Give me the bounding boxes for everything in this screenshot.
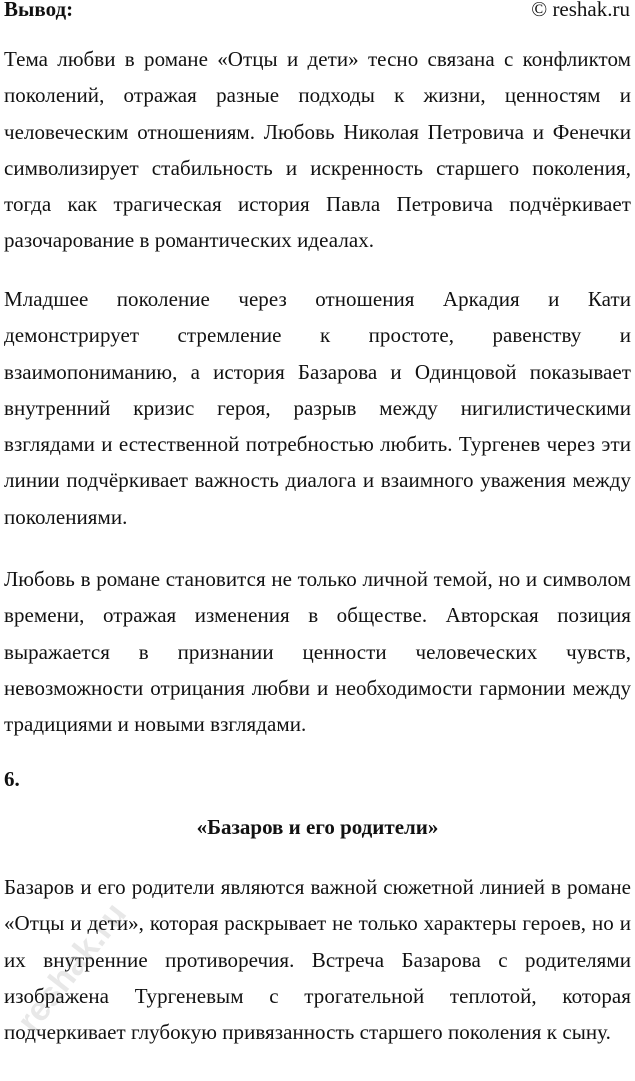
conclusion-heading: Вывод: <box>4 0 74 21</box>
section-paragraph: Базаров и его родители являются важной сюжетной линией в романе «Отцы и дети», которая раскрывает не только характеры героев, но и их внутренние противоречия. Встреча Базарова с родителями изображена Тургеневым с трогательной теплотой, которая подчеркивает глубокую привязанность старшего поколения к сыну. <box>4 875 631 1045</box>
paragraph-2: Младшее поколение через отношения Аркадия и Кати демонстрирует стремление к простоте, равенству и взаимопониманию, а история Базарова и Одинцовой показывает внутренний кризис героя, разрыв между нигилистическими взглядами и естественной потребностью любить. Тургенев через эти линии подчёркивает важность диалога и взаимного уважения между поколениями. <box>4 287 631 529</box>
copyright-label: © reshak.ru <box>531 0 630 21</box>
section-title: «Базаров и его родители» <box>196 815 439 839</box>
watermark-text: reshak.ru <box>9 895 134 1040</box>
paragraph-1: Тема любви в романе «Отцы и дети» тесно связана с конфликтом поколений, отражая разные подходы к жизни, ценностям и человеческим отношениям. Любовь Николая Петровича и Фенечки символизирует стабильность и искренность старшего поколения, тогда как трагическая история Павла Петровича подчёркивает разочарование в романтических идеалах. <box>4 47 631 253</box>
paragraph-3: Любовь в романе становится не только личной темой, но и символом времени, отражая изменения в обществе. Авторская позиция выражается в признании ценности человеческих чувств, невозможности отрицания любви и необходимости гармонии между традициями и новыми взглядами. <box>4 567 631 737</box>
header <box>4 0 630 23</box>
section-number: 6. <box>4 767 20 791</box>
